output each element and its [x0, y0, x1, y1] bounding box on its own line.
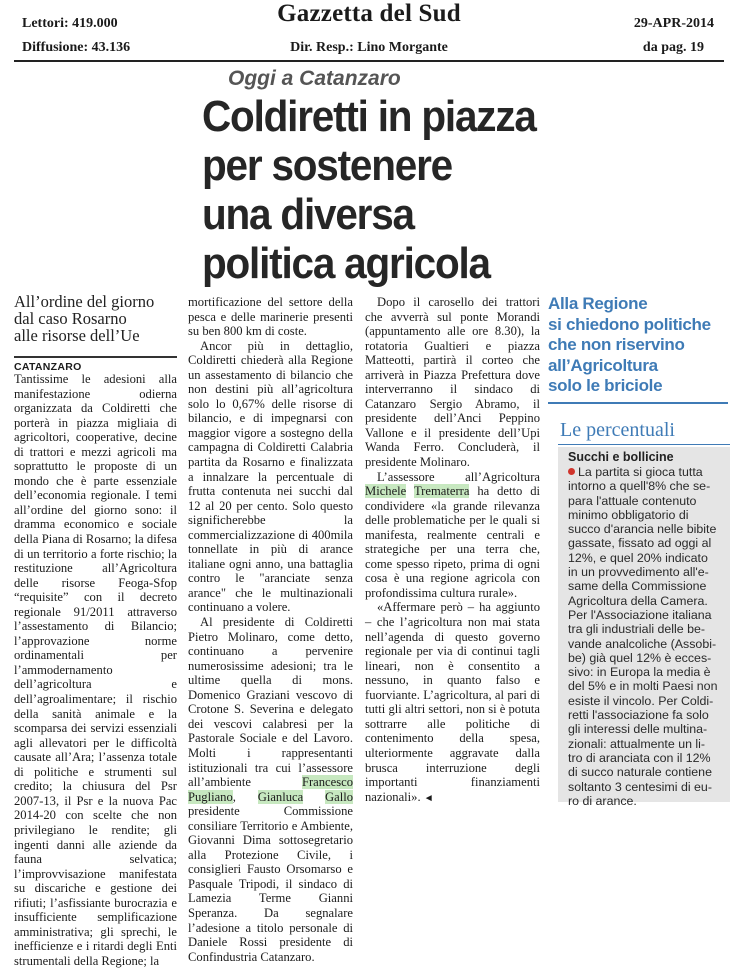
sidebar-line: tro di aranciata con il 12% [568, 750, 711, 765]
article-column-1 [14, 372, 177, 968]
sidebar-line: retti l'associazione fa solo [568, 708, 709, 723]
sidebar-line: minimo obbligatorio di [568, 507, 689, 522]
sidebar-line: Agricoltura della Camera. [568, 593, 708, 608]
article-column-2 [188, 295, 353, 964]
director: Dir. Resp.: Lino Morgante [290, 40, 448, 55]
paragraph: Tantissime le adesioni alla manifestazione odierna organizzata da Coldiretti che porterà in piazza migliaia di agricoltori, cooperative, decine di trattori e mezzi agricoli ma soprattutto le proposte di un mondo che è parte essenziale dell’economia regionale. I temi all’ordine del giorno sono: il dramma economico e sociale della Piana di Rosarno; la difesa di un territorio a forte rischio; la restituzione all’Agricoltura delle risorse Feoga-Sfop “requisite” con il decreto regionale 91/2011 attraverso l’assestamento di Bilancio; l’approvazione norme ordinamentali per l’ammodernamento dell’agricoltura e dell’agroalimentare; il rischio della sanità animale e la scomparsa dei servizi essenziali agli allevatori per le difficoltà causate all’Ara; l’assenza totale di politiche e strumenti sul credito; la chiusura del Psr 2007-13, il Psr e la nuova Pac 2014-20 con scelte che non privilegiano le rendite; gli ingenti danni alle aziende da fauna selvatica; l’improvvisazione manifestata su discariche e gestione dei rifiuti; l’asfissiante burocrazia e insufficiente semplificazione amministrativa; gli sprechi, le inefficienze e i ritardi degli Enti strumentali della Regione; la [14, 372, 177, 968]
highlighted-name: Gallo [325, 789, 353, 804]
sidebar-line-text: La partita si gioca tutta [578, 465, 703, 479]
sidebar-text [568, 465, 728, 808]
sidebar-line: soltanto 3 centesimi di eu- [568, 779, 712, 794]
paragraph [365, 600, 540, 806]
highlighted-name: Michele [365, 484, 407, 499]
sidebar-line: Per l'Associazione italiana [568, 607, 712, 622]
subheadline [14, 293, 184, 344]
sidebar-line: in un provvedimento all'e- [568, 565, 709, 580]
sidebar-line: be) già quel 12% è ecces- [568, 650, 712, 665]
sidebar-line: 12%, e quel 20% indicato [568, 550, 708, 565]
paragraph-text: Al presidente di Coldiretti Pietro Molinaro, come detto, continuano a pervenire numerosissime adesioni; tra le ultime quella di mons. Domenico Graziani vescovo di Crotone S. Severina e delegato dei vescovi calabresi per la Pastorale Sociale e del Lavoro. Molti i rappresentanti istituzionali tra cui l’assessore all’ambiente [188, 615, 353, 790]
sidebar-line: esiste il vincolo. Per Coldi- [568, 693, 714, 708]
paragraph-text: L’assessore all’Agricoltura [377, 469, 540, 484]
sidebar-subtitle: Succhi e bollicine [568, 450, 674, 464]
sidebar-title: Le percentuali [560, 419, 675, 441]
callout-divider [548, 402, 728, 404]
sidebar-line: tra gli industriali delle be- [568, 622, 706, 637]
callout-line: si chiedono politiche [548, 314, 711, 334]
highlighted-name: Pugliano [188, 789, 233, 804]
readers-count: Lettori: 419.000 [22, 16, 118, 31]
issue-date: 29-APR-2014 [633, 16, 714, 31]
sidebar-line: zionali: attualmente un li- [568, 736, 706, 751]
sidebar-line [568, 465, 728, 479]
highlighted-name: Trematerra [413, 484, 470, 499]
paragraph [365, 470, 540, 601]
sidebar-line: intorno a quell'8% che se- [568, 479, 711, 494]
sidebar-line: ro di arance. [568, 793, 637, 808]
subheadline-line: alle risorse dell’Ue [14, 326, 140, 345]
bullet-icon [568, 468, 575, 475]
callout-line: solo le briciole [548, 376, 663, 395]
subheadline-line: dal caso Rosarno [14, 309, 127, 328]
headline-line: una diversa [202, 190, 414, 239]
end-mark-icon: ◄ [423, 792, 434, 804]
callout-line: che non riservino [548, 335, 685, 354]
newspaper-title: Gazzetta del Sud [277, 0, 461, 27]
sidebar-line: para l'attuale contenuto [568, 493, 697, 508]
paragraph-text: presidente Commissione consiliare Territorio e Ambiente, Giovanni Dima sottosegretario alla Protezione Civile, i consiglieri Fausto Orsomarso e Pasquale Tripodi, il sindaco di Lamezia Terme Gianni Speranza. Da segnalare l’adesione a titolo personale di Daniele Rossi presidente di Confindustria Catanzaro. [188, 804, 353, 964]
sidebar-line: del 5% e in molti Paesi non [568, 679, 718, 694]
sidebar-line: di succo naturale contiene [568, 765, 712, 780]
subheadline-line: All’ordine del giorno [14, 292, 155, 311]
headline-line: Coldiretti in piazza [202, 92, 536, 141]
sidebar-title-rule [558, 444, 730, 445]
paragraph-text: «Affermare però – ha aggiunto – che l’agricoltura non mai stata nell’agenda di questo governo regionale per via di continui tagli lineari, non è consentito a nessuno, in quanto falso e fuorviante. L’agricoltura, al pari di tutti gli altri settori, non si è potuta sottrarre alle politiche di contenimento della spesa, ulteriormente aggravate dalla brusca interruzione degli importanti finanziamenti nazionali». [365, 600, 540, 804]
paragraph: Dopo il carosello dei trattori che avverrà sul ponte Morandi (appuntamento alle ore 8.30), la rotatoria Gualtieri e piazza Matteotti, partirà il corteo che arriverà in Piazza Prefettura dove interverranno il sindaco di Catanzaro Sergio Abramo, il presidente dell’Anci Peppino Vallone e il presidente dell’Upi Wanda Ferro. Concluderà, il presidente Molinaro. [365, 295, 540, 470]
diffusion-count: Diffusione: 43.136 [22, 40, 131, 55]
headline [202, 92, 690, 288]
dateline-place: CATANZARO [14, 356, 177, 373]
sidebar-line: sivo: in Europa la media è [568, 665, 711, 680]
headline-line: politica agricola [202, 239, 490, 288]
highlighted-name: Gianluca [257, 789, 304, 804]
paragraph-text: ha detto di condividere «la grande rilevanza delle problematiche per le quali si manifesta, realmente centrali e strategiche per una terra che, come spesso ripeto, prima di ogni cosa è una regione agricola con profondissima cultura rurale». [365, 484, 540, 600]
paragraph: Al presidente di Coldiretti Pietro Molinaro, come detto, continuano a pervenire numerosissime adesioni; tra le ultime quella di mons. Domenico Graziani vescovo di Crotone S. Severina e delegato dei vescovi calabresi per la Pastorale Sociale e del Lavoro. Molti i rappresentanti istituzionali tra cui l’assessore all’ambiente Francesco Pugliano, Gianluca Gallo presidente Commissione consiliare Territorio e Ambiente, Giovanni Dima sottosegretario alla Protezione Civile, i consiglieri Fausto Orsomarso e Pasquale Tripodi, il sindaco di Lamezia Terme Gianni Speranza. Da segnalare l’adesione a titolo personale di Daniele Rossi presidente di Confindustria Catanzaro. [188, 615, 353, 964]
masthead-rule [14, 60, 724, 62]
highlighted-name: Francesco [301, 775, 353, 790]
kicker: Oggi a Catanzaro [228, 67, 401, 90]
article-column-3 [365, 295, 540, 806]
paragraph: Ancor più in dettaglio, Coldiretti chiederà alla Regione un assestamento di bilancio che non destini più all’agricoltura solo lo 0,67% delle risorse di bilancio, e di impegnarsi con maggior vigore a sostegno della campagna di Coldiretti Calabria partita da Rosarno e finalizzata a innalzare la percentuale di frutta contenuta nei succhi dal 12 al 20 per cento. Solo questo significherebbe la commercializzazione di 400mila tonnellate in più di arance italiane ogni anno, una battaglia contro le "aranciate senza arance" che le multinazionali continuano a volere. [188, 338, 353, 615]
sidebar-line: gli interessi delle multina- [568, 722, 708, 737]
sidebar-line: gassate, fissato ad oggi al [568, 536, 712, 551]
callout-line: all’Agricoltura [548, 355, 658, 375]
sidebar-line: vande analcoliche (Assobi- [568, 636, 717, 651]
page-ref: da pag. 19 [642, 40, 704, 55]
sidebar-line: same della Commissione [568, 579, 707, 594]
paragraph: mortificazione del settore della pesca e delle marinerie presenti su ben 800 km di coste. [188, 295, 353, 339]
headline-line: per sostenere [202, 141, 452, 190]
callout-line: Alla Regione [548, 294, 648, 313]
callout-box [548, 294, 728, 397]
sidebar-line: succo d'arancia nelle bibite [568, 522, 717, 537]
